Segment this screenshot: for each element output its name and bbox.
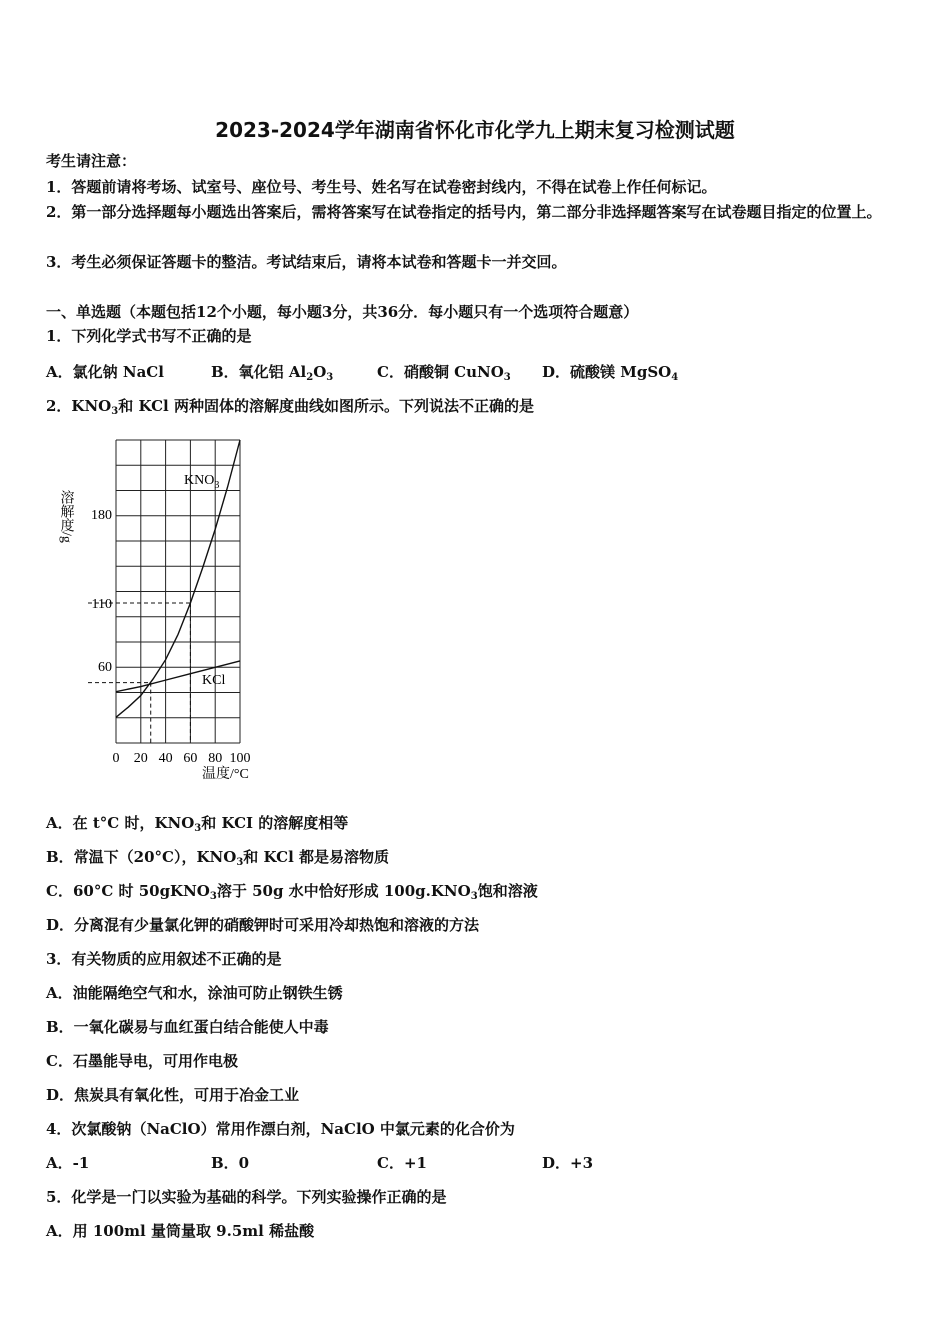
x-tick-label: 40 [158, 751, 173, 766]
q5-option-a[interactable]: A．用 100ml 量筒量取 9.5ml 稀盐酸 [46, 1222, 315, 1240]
q2-option-c-text: C．60°C 时 50gKNO [46, 882, 210, 900]
q2-option-b[interactable] [46, 847, 389, 867]
q4-option-d[interactable]: D．+3 [542, 1154, 594, 1172]
q1-option-c[interactable] [377, 362, 511, 382]
q1-option-a[interactable] [46, 362, 164, 382]
q1-option-d-text: D．硫酸镁 MgSO [542, 363, 672, 381]
notice-item-3: 3．考生必须保证答题卡的整洁。考试结束后，请将本试卷和答题卡一并交回。 [46, 253, 567, 271]
solubility-chart [46, 430, 276, 790]
q1-option-d[interactable] [542, 362, 678, 382]
notice-item-1: 1．答题前请将考场、试室号、座位号、考生号、姓名写在试卷密封线内，不得在试卷上作任何标记。 [46, 178, 717, 196]
q2-stem-b: 和 KCl 两种固体的溶解度曲线如图所示。下列说法不正确的是 [118, 397, 534, 415]
x-axis-label: 温度/°C [202, 767, 249, 782]
q2-option-c-tail: 饱和溶液 [477, 882, 538, 900]
series-label-kcl: KCl [202, 673, 226, 688]
q1-option-c-sub: 3 [503, 372, 511, 383]
section-heading: 一、单选题（本题包括12个小题，每小题3分，共36分．每小题只有一个选项符合题意） [46, 303, 639, 321]
q4-stem: 4．次氯酸钠（NaClO）常用作漂白剂，NaClO 中氯元素的化合价为 [46, 1120, 515, 1138]
q2-option-c-sub: 3 [209, 891, 217, 902]
x-tick-label: 80 [208, 751, 223, 766]
q1-option-b-sub: 2 [306, 372, 314, 383]
q1-option-b-mid: O [313, 363, 327, 381]
x-tick-label: 0 [112, 751, 120, 766]
q3-option-c[interactable]: C．石墨能导电，可用作电极 [46, 1052, 238, 1070]
q1-option-a-text: A．氯化钠 NaCl [46, 363, 164, 381]
q2-stem-a: 2．KNO [46, 397, 112, 415]
q4-option-b[interactable]: B．0 [211, 1154, 250, 1172]
q4-option-c[interactable]: C．+1 [377, 1154, 427, 1172]
q2-option-c[interactable] [46, 881, 538, 901]
q1-stem: 1．下列化学式书写不正确的是 [46, 327, 252, 345]
notice-item-2: 2．第一部分选择题每小题选出答案后，需将答案写在试卷指定的括号内，第二部分非选择题答案写在试卷题目指定的位置上。 [46, 203, 882, 221]
q2-option-c-mid: 溶于 50g 水中恰好形成 100g.KNO [216, 882, 471, 900]
q3-stem: 3．有关物质的应用叙述不正确的是 [46, 950, 282, 968]
q2-stem [46, 396, 534, 416]
y-tick-label: 110 [91, 597, 112, 612]
page-title: 2023-2024学年湖南省怀化市化学九上期末复习检测试题 [215, 118, 735, 142]
q2-option-b-sub: 3 [236, 857, 244, 868]
notice-heading: 考生请注意： [46, 152, 137, 170]
q2-option-a-tail: 和 KCI 的溶解度相等 [201, 814, 349, 832]
q1-option-d-sub: 4 [671, 372, 679, 383]
q1-option-c-text: C．硝酸铜 CuNO [377, 363, 504, 381]
q2-option-d[interactable] [46, 915, 479, 935]
chart-grid [116, 440, 240, 743]
q1-option-b[interactable] [211, 362, 333, 382]
x-tick-label: 100 [229, 751, 251, 766]
x-tick-label: 60 [183, 751, 198, 766]
q2-option-a[interactable] [46, 813, 348, 833]
y-tick-label: 60 [98, 660, 112, 675]
q2-stem-sub: 3 [111, 406, 119, 417]
y-axis-label: 溶解度/g [58, 490, 74, 543]
chart-ticks [91, 508, 251, 766]
q3-option-d[interactable]: D．焦炭具有氧化性，可用于冶金工业 [46, 1086, 300, 1104]
q5-stem: 5．化学是一门以实验为基础的科学。下列实验操作正确的是 [46, 1188, 447, 1206]
q2-option-b-text: B．常温下（20°C），KNO [46, 848, 237, 866]
q2-option-b-tail: 和 KCl 都是易溶物质 [243, 848, 389, 866]
x-tick-label: 20 [133, 751, 148, 766]
series-label-kno3: $KNO_3$ [184, 473, 220, 491]
q2-option-d-text: D．分离混有少量氯化钾的硝酸钾时可采用冷却热饱和溶液的方法 [46, 916, 480, 934]
q2-option-a-text: A．在 t°C 时，KNO [46, 814, 195, 832]
q1-option-b-sub2: 3 [326, 372, 334, 383]
q2-option-a-sub: 3 [194, 823, 202, 834]
q4-option-a[interactable]: A．-1 [46, 1154, 90, 1172]
q3-option-b[interactable]: B．一氧化碳易与血红蛋白结合能使人中毒 [46, 1018, 329, 1036]
y-tick-label: 180 [91, 508, 112, 523]
q2-option-c-sub2: 3 [470, 891, 478, 902]
q3-option-a[interactable]: A．油能隔绝空气和水，涂油可防止钢铁生锈 [46, 984, 343, 1002]
q1-option-b-text: B．氧化铝 Al [211, 363, 307, 381]
